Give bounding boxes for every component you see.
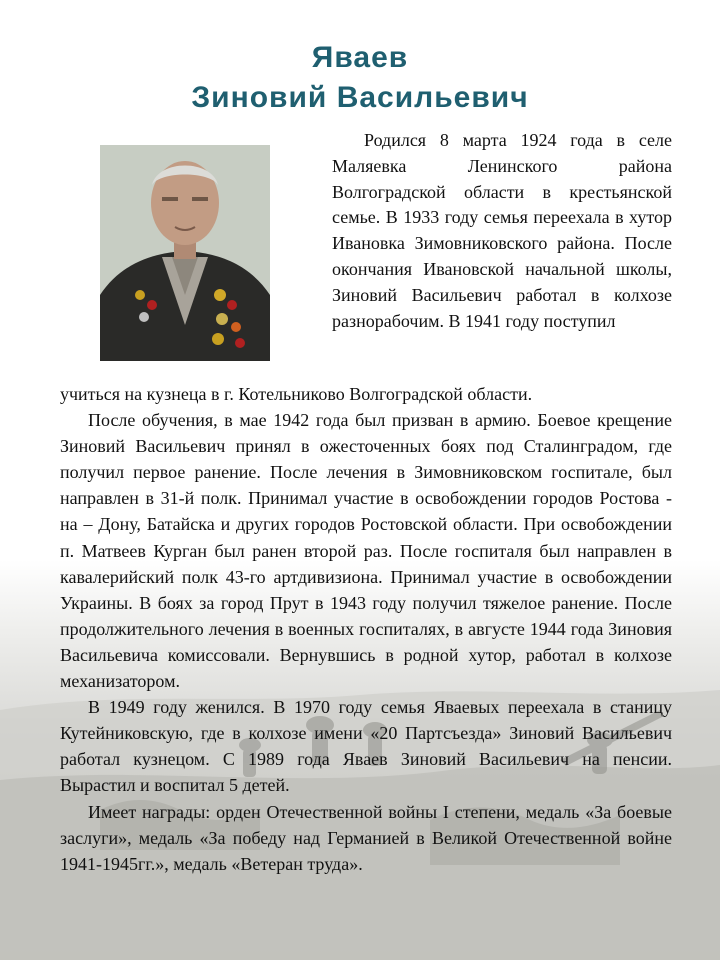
portrait-photo [100, 145, 270, 361]
portrait-photo-icon [100, 145, 270, 361]
page-title [0, 38, 720, 118]
bio-family-paragraph: В 1949 году женился. В 1970 году семья Яваевых переехала в станицу Кутейниковскую, где в колхозе имени «20 Партсъезда» Зиновий Васильевич работал кузнецом. С 1989 года Яваев Зиновий Васильевич на пенсии. Вырастил и воспитал 5 детей. [60, 697, 672, 796]
bio-awards-paragraph: Имеет награды: орден Отечественной войны I степени, медаль «За боевые заслуги», медаль «За победу над Германией в Великой Отечественной войне 1941-1945гг.», медаль «Ветеран труда». [60, 801, 672, 874]
bio-intro-column [332, 128, 672, 334]
title-given-names: Зиновий Васильевич [191, 81, 529, 114]
bio-main-text [60, 381, 672, 877]
bio-intro-paragraph: Родился 8 марта 1924 года в селе Маляевка Ленинского района Волгоградской области в крестьянской семье. В 1933 году семья переехала в хутор Ивановка Зимовниковского района. После окончания Ивановской начальной школы, Зиновий Васильевич работал в колхозе разнорабочим. В 1941 году поступил [332, 130, 672, 331]
bio-military-paragraph: После обучения, в мае 1942 года был призван в армию. Боевое крещение Зиновий Васильевич принял в ожесточенных боях под Сталинградом, где получил первое ранение. После лечения в Зимовниковском госпитале, был направлен в 31-й полк. Принимал участие в освобождении городов Ростова - на – Дону, Батайска и других городов Ростовской области. При освобождении п. Матвеев Курган был ранен второй раз. После госпиталя был направлен в кавалерийский полк 43-го артдивизиона. Принимал участие в освобождении Украины. В боях за город Прут в 1943 году получил тяжелое ранение. После продолжительного лечения в военных госпиталях, в августе 1944 года Зиновия Васильевича комиссовали. Вернувшись в родной хутор, работал в колхозе механизатором. [60, 410, 672, 692]
title-surname: Яваев [311, 41, 409, 74]
bio-intro-continuation: учиться на кузнеца в г. Котельниково Волгоградской области. [60, 384, 533, 404]
